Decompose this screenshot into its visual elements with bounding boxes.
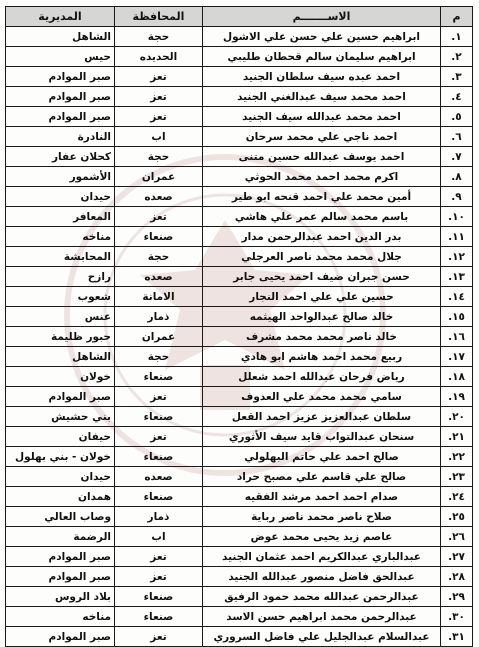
- row-name: صدام احمد احمد مرشد الفقيه: [203, 487, 441, 507]
- table-row: [6, 487, 473, 507]
- row-governorate: تعز: [115, 67, 203, 87]
- row-number: ١٢.: [441, 247, 473, 267]
- row-name: عاصم زيد يحيى محمد عوض: [203, 527, 441, 547]
- row-number: ٤.: [441, 87, 473, 107]
- row-directorate: صبر الموادم: [6, 567, 115, 587]
- row-governorate: حجة: [115, 347, 203, 367]
- row-governorate: تعز: [115, 547, 203, 567]
- row-name: سلطان عبدالعزيز عزيز احمد القعل: [203, 407, 441, 427]
- row-directorate: الشاهل: [6, 27, 115, 47]
- row-directorate: بني حشيش: [6, 407, 115, 427]
- row-directorate: كحلان عفار: [6, 147, 115, 167]
- row-directorate: رازح: [6, 267, 115, 287]
- row-governorate: الامانة: [115, 287, 203, 307]
- row-directorate: حبور ظليمة: [6, 327, 115, 347]
- table-row: [6, 227, 473, 247]
- row-name: سنحان عبدالتواب قايد سيف الأثوري: [203, 427, 441, 447]
- row-directorate: الرضمة: [6, 527, 115, 547]
- row-number: ١٩.: [441, 387, 473, 407]
- row-number: ٢٦.: [441, 527, 473, 547]
- row-name: احمد محمد سيف عبدالغني الجنيد: [203, 87, 441, 107]
- table-row: [6, 547, 473, 567]
- row-name: اكرم محمد احمد محمد الحوثي: [203, 167, 441, 187]
- row-directorate: النادرة: [6, 127, 115, 147]
- row-governorate: صنعاء: [115, 607, 203, 627]
- row-name: بدر الدين احمد عبدالرحمن مدار: [203, 227, 441, 247]
- row-name: عبدالحق فاضل منصور عبدالله الجنيد: [203, 567, 441, 587]
- header-governorate: المحافظة: [115, 7, 203, 27]
- table-row: [6, 607, 473, 627]
- row-governorate: صعده: [115, 187, 203, 207]
- row-number: ٢٧.: [441, 547, 473, 567]
- row-directorate: المحابشة: [6, 247, 115, 267]
- row-number: ٣٠.: [441, 607, 473, 627]
- row-directorate: خولان: [6, 367, 115, 387]
- row-governorate: تعز: [115, 427, 203, 447]
- table-row: [6, 527, 473, 547]
- table-row: [6, 287, 473, 307]
- row-name: صالح احمد علي حاتم البهلولي: [203, 447, 441, 467]
- row-directorate: وصاب العالي: [6, 507, 115, 527]
- table-row: [6, 247, 473, 267]
- row-directorate: صبر الموادم: [6, 627, 115, 647]
- row-name: صلاح ناصر محمد ناصر رباية: [203, 507, 441, 527]
- row-directorate: صبر الموادم: [6, 387, 115, 407]
- row-governorate: تعز: [115, 627, 203, 647]
- row-directorate: صبر الموادم: [6, 87, 115, 107]
- row-number: ٢٨.: [441, 567, 473, 587]
- table-row: [6, 47, 473, 67]
- row-number: ٦.: [441, 127, 473, 147]
- row-number: ١٣.: [441, 267, 473, 287]
- table-row: [6, 587, 473, 607]
- row-directorate: بلاد الروس: [6, 587, 115, 607]
- table-row: [6, 467, 473, 487]
- row-number: ٢٠.: [441, 407, 473, 427]
- row-directorate: صبر الموادم: [6, 107, 115, 127]
- table-header-row: [6, 7, 473, 27]
- row-directorate: عنس: [6, 307, 115, 327]
- header-directorate: المديرية: [6, 7, 115, 27]
- header-number: م: [441, 7, 473, 27]
- row-name: عبدالسلام عبدالجليل علي فاضل السروري: [203, 627, 441, 647]
- row-number: ٩.: [441, 187, 473, 207]
- row-directorate: همدان: [6, 487, 115, 507]
- table-row: [6, 507, 473, 527]
- row-governorate: تعز: [115, 207, 203, 227]
- row-name: احمد عبده سيف سلطان الجنيد: [203, 67, 441, 87]
- row-name: عبدالرحمن محمد ابراهيم حسن الاسد: [203, 607, 441, 627]
- table-row: [6, 447, 473, 467]
- table-row: [6, 387, 473, 407]
- table-row: [6, 347, 473, 367]
- row-directorate: المعافر: [6, 207, 115, 227]
- row-number: ٢.: [441, 47, 473, 67]
- row-number: ٣١.: [441, 627, 473, 647]
- row-number: ٢٢.: [441, 447, 473, 467]
- row-governorate: ذمار: [115, 307, 203, 327]
- row-number: ٢٩.: [441, 587, 473, 607]
- row-governorate: صنعاء: [115, 447, 203, 467]
- row-number: ١٠.: [441, 207, 473, 227]
- row-name: عبدالرحمن عبدالله محمد حمود الرفيق: [203, 587, 441, 607]
- row-governorate: صنعاء: [115, 367, 203, 387]
- row-directorate: صبر الموادم: [6, 547, 115, 567]
- row-name: ابراهيم سليمان سالم قحطان طليبي: [203, 47, 441, 67]
- row-directorate: حيدان: [6, 467, 115, 487]
- row-name: صالح علي قاسم علي مصبح حراد: [203, 467, 441, 487]
- table-row: [6, 627, 473, 647]
- table-row: [6, 327, 473, 347]
- row-governorate: صنعاء: [115, 487, 203, 507]
- table-row: [6, 407, 473, 427]
- row-name: حسين علي علي احمد النجار: [203, 287, 441, 307]
- row-name: ربيع محمد احمد هاشم ابو هادي: [203, 347, 441, 367]
- row-governorate: ذمار: [115, 507, 203, 527]
- row-governorate: تعز: [115, 107, 203, 127]
- row-number: ٢١.: [441, 427, 473, 447]
- row-name: احمد يوسف عبدالله حسين متنى: [203, 147, 441, 167]
- table-row: [6, 127, 473, 147]
- table-row: [6, 567, 473, 587]
- row-governorate: صنعاء: [115, 407, 203, 427]
- table-row: [6, 27, 473, 47]
- row-directorate: حيدان: [6, 187, 115, 207]
- row-name: خالد صالح عبدالواحد الهيثمه: [203, 307, 441, 327]
- table-row: [6, 187, 473, 207]
- table-row: [6, 167, 473, 187]
- row-number: ١٧.: [441, 347, 473, 367]
- row-name: حسن جبران ضيف احمد يحيى جابر: [203, 267, 441, 287]
- row-governorate: حجة: [115, 27, 203, 47]
- row-name: احمد ناجي علي محمد سرحان: [203, 127, 441, 147]
- row-directorate: مناخه: [6, 227, 115, 247]
- table-row: [6, 87, 473, 107]
- row-name: خالد ناصر محمد محمد مشرف: [203, 327, 441, 347]
- row-number: ٧.: [441, 147, 473, 167]
- row-directorate: صبر الموادم: [6, 67, 115, 87]
- header-name: الاســـــــم: [203, 7, 441, 27]
- row-number: ١.: [441, 27, 473, 47]
- table-row: [6, 427, 473, 447]
- row-directorate: حيس: [6, 47, 115, 67]
- row-governorate: اب: [115, 127, 203, 147]
- row-name: جلال محمد محمد ناصر العرجلي: [203, 247, 441, 267]
- table-row: [6, 107, 473, 127]
- table-row: [6, 207, 473, 227]
- row-number: ٥.: [441, 107, 473, 127]
- row-directorate: الأشمور: [6, 167, 115, 187]
- table-row: [6, 367, 473, 387]
- row-directorate: الشاهل: [6, 347, 115, 367]
- row-name: عبدالباري عبدالكريم احمد عثمان الجنيد: [203, 547, 441, 567]
- row-number: ٢٤.: [441, 487, 473, 507]
- table-row: [6, 267, 473, 287]
- row-number: ٨.: [441, 167, 473, 187]
- table-row: [6, 67, 473, 87]
- row-governorate: الحديده: [115, 47, 203, 67]
- row-number: ٣.: [441, 67, 473, 87]
- row-governorate: صعده: [115, 467, 203, 487]
- row-directorate: حيفان: [6, 427, 115, 447]
- row-directorate: شعوب: [6, 287, 115, 307]
- row-governorate: اب: [115, 527, 203, 547]
- row-directorate: خولان - بني بهلول: [6, 447, 115, 467]
- row-governorate: تعز: [115, 567, 203, 587]
- row-name: أمين محمد علي احمد قنحه ابو طير: [203, 187, 441, 207]
- row-governorate: حجة: [115, 247, 203, 267]
- row-number: ١٨.: [441, 367, 473, 387]
- row-name: باسم محمد سالم عمر علي هاشي: [203, 207, 441, 227]
- row-number: ١٤.: [441, 287, 473, 307]
- row-governorate: صنعاء: [115, 227, 203, 247]
- row-number: ٢٣.: [441, 467, 473, 487]
- row-number: ١٥.: [441, 307, 473, 327]
- row-name: ابراهيم حسين علي حسن علي الاشول: [203, 27, 441, 47]
- row-directorate: مناخه: [6, 607, 115, 627]
- row-governorate: تعز: [115, 87, 203, 107]
- roster-table: [5, 6, 473, 647]
- row-governorate: صنعاء: [115, 587, 203, 607]
- row-name: سامي محمد محمد علي العدوف: [203, 387, 441, 407]
- table-row: [6, 147, 473, 167]
- row-number: ٢٥.: [441, 507, 473, 527]
- row-number: ١٦.: [441, 327, 473, 347]
- row-governorate: عمران: [115, 167, 203, 187]
- table-row: [6, 307, 473, 327]
- row-number: ١١.: [441, 227, 473, 247]
- row-governorate: صعده: [115, 267, 203, 287]
- row-name: رياض فرحان عبدالله احمد شعلل: [203, 367, 441, 387]
- row-governorate: تعز: [115, 387, 203, 407]
- row-governorate: حجة: [115, 147, 203, 167]
- row-governorate: عمران: [115, 327, 203, 347]
- row-name: احمد محمد عبدالله سيف الجنيد: [203, 107, 441, 127]
